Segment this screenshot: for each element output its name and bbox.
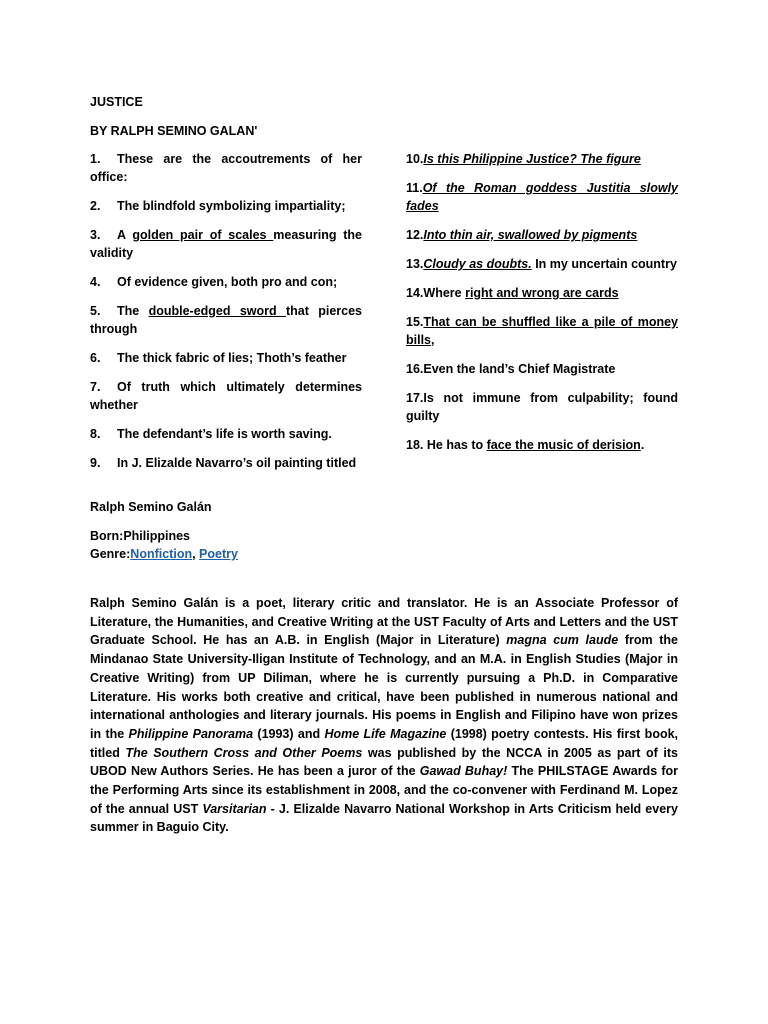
poem-line-7: 7. Of truth which ultimately determines whether (90, 380, 362, 412)
poem-line-14: 14.Where right and wrong are cards (406, 286, 619, 300)
genre-link-poetry[interactable]: Poetry (199, 547, 238, 561)
poem-line-5: 5. The double-edged sword that pierces through (90, 304, 363, 336)
poem-line-9: 9. In J. Elizalde Navarro’s oil painting titled (90, 456, 357, 470)
author-name: Ralph Semino Galán (90, 500, 212, 514)
poem-line-3: 3. A golden pair of scales measuring the validity (90, 228, 362, 260)
poem-right-column (406, 150, 678, 465)
poem-line-10: 10.Is this Philippine Justice? The figure (406, 152, 641, 166)
poem-line-17: 17.Is not immune from culpability; found guilty (406, 391, 678, 423)
poem-line-15: 15.That can be shuffled like a pile of money bills, (406, 315, 678, 347)
author-biography: Ralph Semino Galán is a poet, literary critic and translator. He is an Associate Professor of Literature, the Humanities, and Creative Writing at the UST Faculty of Arts and Letters and the UST Graduate School. He has an A.B. in English (Major in Literature) magna cum laude from the Mindanao State University-Iligan Institute of Technology, and an M.A. in English Studies (Major in Creative Writing) from UP Diliman, where he is currently pursuing a Ph.D. in Comparative Literature. His works both creative and critical, have been published in numerous national and international anthologies and literary journals. His poems in English and Filipino have won prizes in the Philippine Panorama (1993) and Home Life Magazine (1998) poetry contests. His first book, titled The Southern Cross and Other Poems was published by the NCCA in 2005 as part of its UBOD New Authors Series. He has been a juror of the Gawad Buhay! The PHILSTAGE Awards for the Performing Arts since its establishment in 2008, and the co-convener with Ferdinand M. Lopez of the annual UST Varsitarian - J. Elizalde Navarro National Workshop in Arts Criticism held every summer in Baguio City. (90, 596, 679, 835)
born-row: Born:Philippines (90, 529, 191, 543)
author-meta (90, 527, 238, 563)
poem-line-6: 6. The thick fabric of lies; Thoth’s feather (90, 351, 347, 365)
poem-line-13: 13.Cloudy as doubts. In my uncertain country (406, 257, 677, 271)
poem-line-11: 11.Of the Roman goddess Justitia slowly fades (406, 181, 678, 213)
poem-byline: BY RALPH SEMINO GALAN' (90, 124, 258, 138)
genre-row: Genre:Nonfiction, Poetry (90, 547, 238, 561)
poem-line-2: 2. The blindfold symbolizing impartiality; (90, 199, 346, 213)
poem-left-column (90, 150, 362, 483)
poem-line-1: 1. These are the accoutrements of her office: (90, 152, 362, 184)
poem-line-8: 8. The defendant’s life is worth saving. (90, 427, 332, 441)
genre-link-nonfiction[interactable]: Nonfiction (130, 547, 193, 561)
poem-line-18: 18. He has to face the music of derision. (406, 438, 645, 452)
poem-line-4: 4. Of evidence given, both pro and con; (90, 275, 338, 289)
poem-line-16: 16.Even the land’s Chief Magistrate (406, 362, 616, 376)
poem-title: JUSTICE (90, 95, 143, 109)
poem-line-12: 12.Into thin air, swallowed by pigments (406, 228, 638, 242)
